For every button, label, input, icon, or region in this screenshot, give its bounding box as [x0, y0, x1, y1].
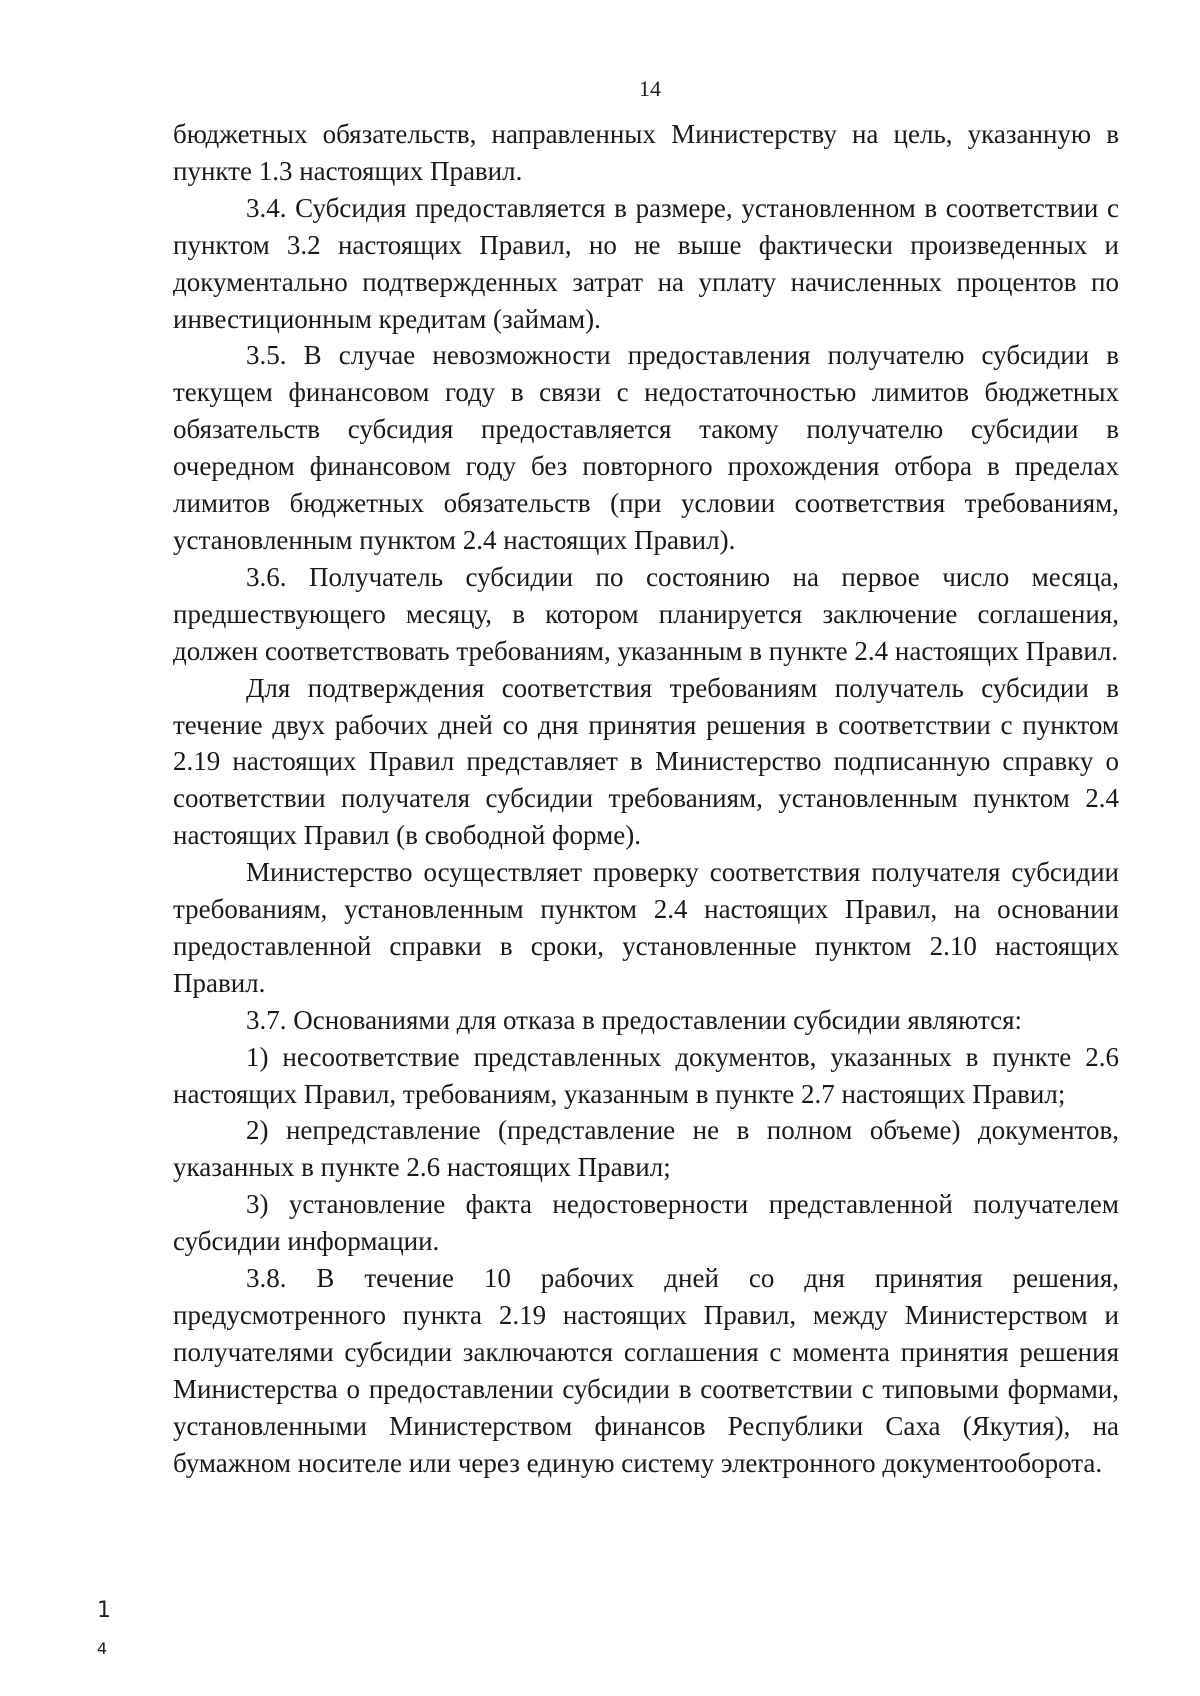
paragraph-confirmation: Для подтверждения соответствия требованиям получатель субсидии в течение двух рабочих дней со дня принятия решения в соответствии с пунктом 2.19 настоящих Правил представляет в Министерство подписанную справку о соответствии получателя субсидии требованиям, установленным пунктом 2.4 настоящих Правил (в свободной форме). [173, 672, 1119, 851]
paragraph-continuation: бюджетных обязательств, направленных Министерству на цель, указанную в пункте 1.3 настоящих Правил. [173, 119, 1119, 186]
paragraph-ministry-check: Министерство осуществляет проверку соответствия получателя субсидии требованиям, установленным пунктом 2.4 настоящих Правил, на основании предоставленной справки в сроки, установленные пунктом 2.10 настоящих Правил. [173, 857, 1119, 998]
paragraph-3-8: 3.8. В течение 10 рабочих дней со дня принятия решения, предусмотренного пункта 2.19 настоящих Правил, между Министерством и получателями субсидии заключаются соглашения с момента принятия решения Министерства о предоставлении субсидии в соответствии с типовыми формами, установленными Министерством финансов Республики Саха (Якутия), на бумажном носителе или через единую систему электронного документооборота. [173, 1263, 1119, 1478]
list-item-3: 3) установление факта недостоверности представленной получателем субсидии информации. [173, 1189, 1119, 1257]
paragraph-3-4: 3.4. Субсидия предоставляется в размере, установленном в соответствии с пунктом 3.2 настоящих Правил, но не выше фактически произведенных и документально подтвержденных затрат на уплату начисленных процентов по инвестиционным кредитам (займам). [173, 192, 1119, 334]
list-item-1: 1) несоответствие представленных документов, указанных в пункте 2.6 настоящих Правил, требованиям, указанным в пункте 2.7 настоящих Правил; [173, 1041, 1119, 1109]
document-body [173, 116, 1119, 1482]
paragraph-3-5: 3.5. В случае невозможности предоставления получателю субсидии в текущем финансовом году в связи с недостаточностью лимитов бюджетных обязательств субсидия предоставляется такому получателю субсидии в очередном финансовом году без повторного прохождения отбора в пределах лимитов бюджетных обязательств (при условии соответствия требованиям, установленным пунктом 2.4 настоящих Правил). [173, 340, 1119, 555]
margin-mark-top: 1 [97, 1598, 111, 1623]
paragraph-3-7: 3.7. Основаниями для отказа в предоставлении субсидии являются: [246, 1004, 1022, 1035]
page-number: 14 [639, 76, 661, 101]
paragraph-3-6: 3.6. Получатель субсидии по состоянию на первое число месяца, предшествующего месяцу, в котором планируется заключение соглашения, должен соответствовать требованиям, указанным в пункте 2.4 настоящих Правил. [173, 561, 1119, 666]
margin-mark-bottom: 4 [97, 1639, 108, 1658]
list-item-2: 2) непредставление (представление не в полном объеме) документов, указанных в пункте 2.6 настоящих Правил; [173, 1115, 1119, 1183]
